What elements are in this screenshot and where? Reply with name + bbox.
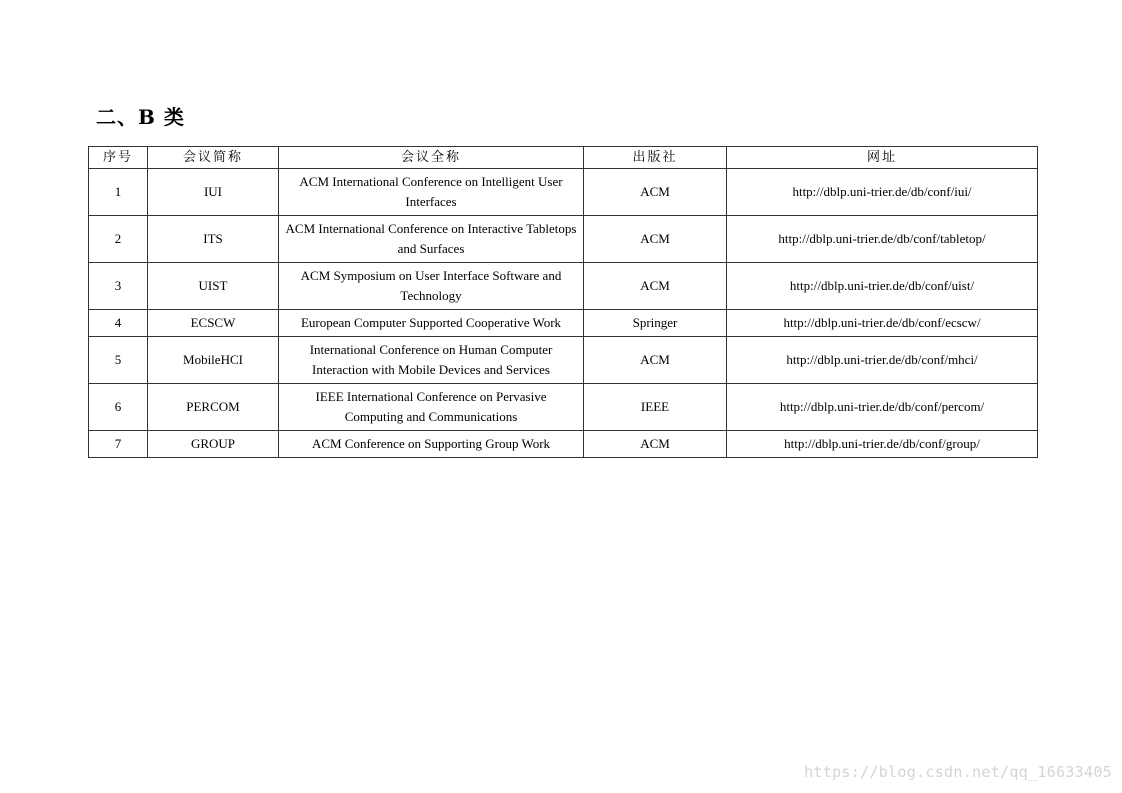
table-row xyxy=(89,216,1038,263)
cell-abbr: UIST xyxy=(148,263,279,310)
cell-full-name: ACM International Conference on Intelligent User Interfaces xyxy=(279,169,584,216)
cell-publisher: ACM xyxy=(584,216,727,263)
table-row xyxy=(89,310,1038,337)
header-index: 序号 xyxy=(89,147,148,169)
cell-abbr: IUI xyxy=(148,169,279,216)
cell-index: 1 xyxy=(89,169,148,216)
cell-full-name: ACM Symposium on User Interface Software and Technology xyxy=(279,263,584,310)
cell-url: http://dblp.uni-trier.de/db/conf/group/ xyxy=(727,431,1038,458)
header-url: 网址 xyxy=(727,147,1038,169)
header-abbr: 会议简称 xyxy=(148,147,279,169)
table-row xyxy=(89,337,1038,384)
table-header-row xyxy=(89,147,1038,169)
cell-url: http://dblp.uni-trier.de/db/conf/ecscw/ xyxy=(727,310,1038,337)
conference-table xyxy=(88,146,1038,458)
cell-url: http://dblp.uni-trier.de/db/conf/iui/ xyxy=(727,169,1038,216)
cell-index: 4 xyxy=(89,310,148,337)
table-row xyxy=(89,384,1038,431)
cell-publisher: ACM xyxy=(584,431,727,458)
cell-url: http://dblp.uni-trier.de/db/conf/mhci/ xyxy=(727,337,1038,384)
cell-abbr: MobileHCI xyxy=(148,337,279,384)
watermark-text: https://blog.csdn.net/qq_16633405 xyxy=(804,763,1112,781)
cell-full-name: European Computer Supported Cooperative Work xyxy=(279,310,584,337)
cell-publisher: ACM xyxy=(584,263,727,310)
cell-abbr: ECSCW xyxy=(148,310,279,337)
section-heading: 二、B 类 xyxy=(96,105,185,129)
cell-publisher: ACM xyxy=(584,337,727,384)
cell-index: 3 xyxy=(89,263,148,310)
table-row xyxy=(89,263,1038,310)
cell-abbr: PERCOM xyxy=(148,384,279,431)
header-full-name: 会议全称 xyxy=(279,147,584,169)
cell-index: 6 xyxy=(89,384,148,431)
cell-full-name: ACM International Conference on Interactive Tabletops and Surfaces xyxy=(279,216,584,263)
cell-index: 7 xyxy=(89,431,148,458)
cell-abbr: GROUP xyxy=(148,431,279,458)
cell-index: 2 xyxy=(89,216,148,263)
cell-url: http://dblp.uni-trier.de/db/conf/tabletop/ xyxy=(727,216,1038,263)
cell-publisher: Springer xyxy=(584,310,727,337)
table-row xyxy=(89,431,1038,458)
cell-full-name: International Conference on Human Computer Interaction with Mobile Devices and Services xyxy=(279,337,584,384)
cell-publisher: ACM xyxy=(584,169,727,216)
cell-full-name: IEEE International Conference on Pervasive Computing and Communications xyxy=(279,384,584,431)
cell-full-name: ACM Conference on Supporting Group Work xyxy=(279,431,584,458)
cell-publisher: IEEE xyxy=(584,384,727,431)
cell-index: 5 xyxy=(89,337,148,384)
table-row xyxy=(89,169,1038,216)
cell-url: http://dblp.uni-trier.de/db/conf/uist/ xyxy=(727,263,1038,310)
cell-abbr: ITS xyxy=(148,216,279,263)
cell-url: http://dblp.uni-trier.de/db/conf/percom/ xyxy=(727,384,1038,431)
header-publisher: 出版社 xyxy=(584,147,727,169)
